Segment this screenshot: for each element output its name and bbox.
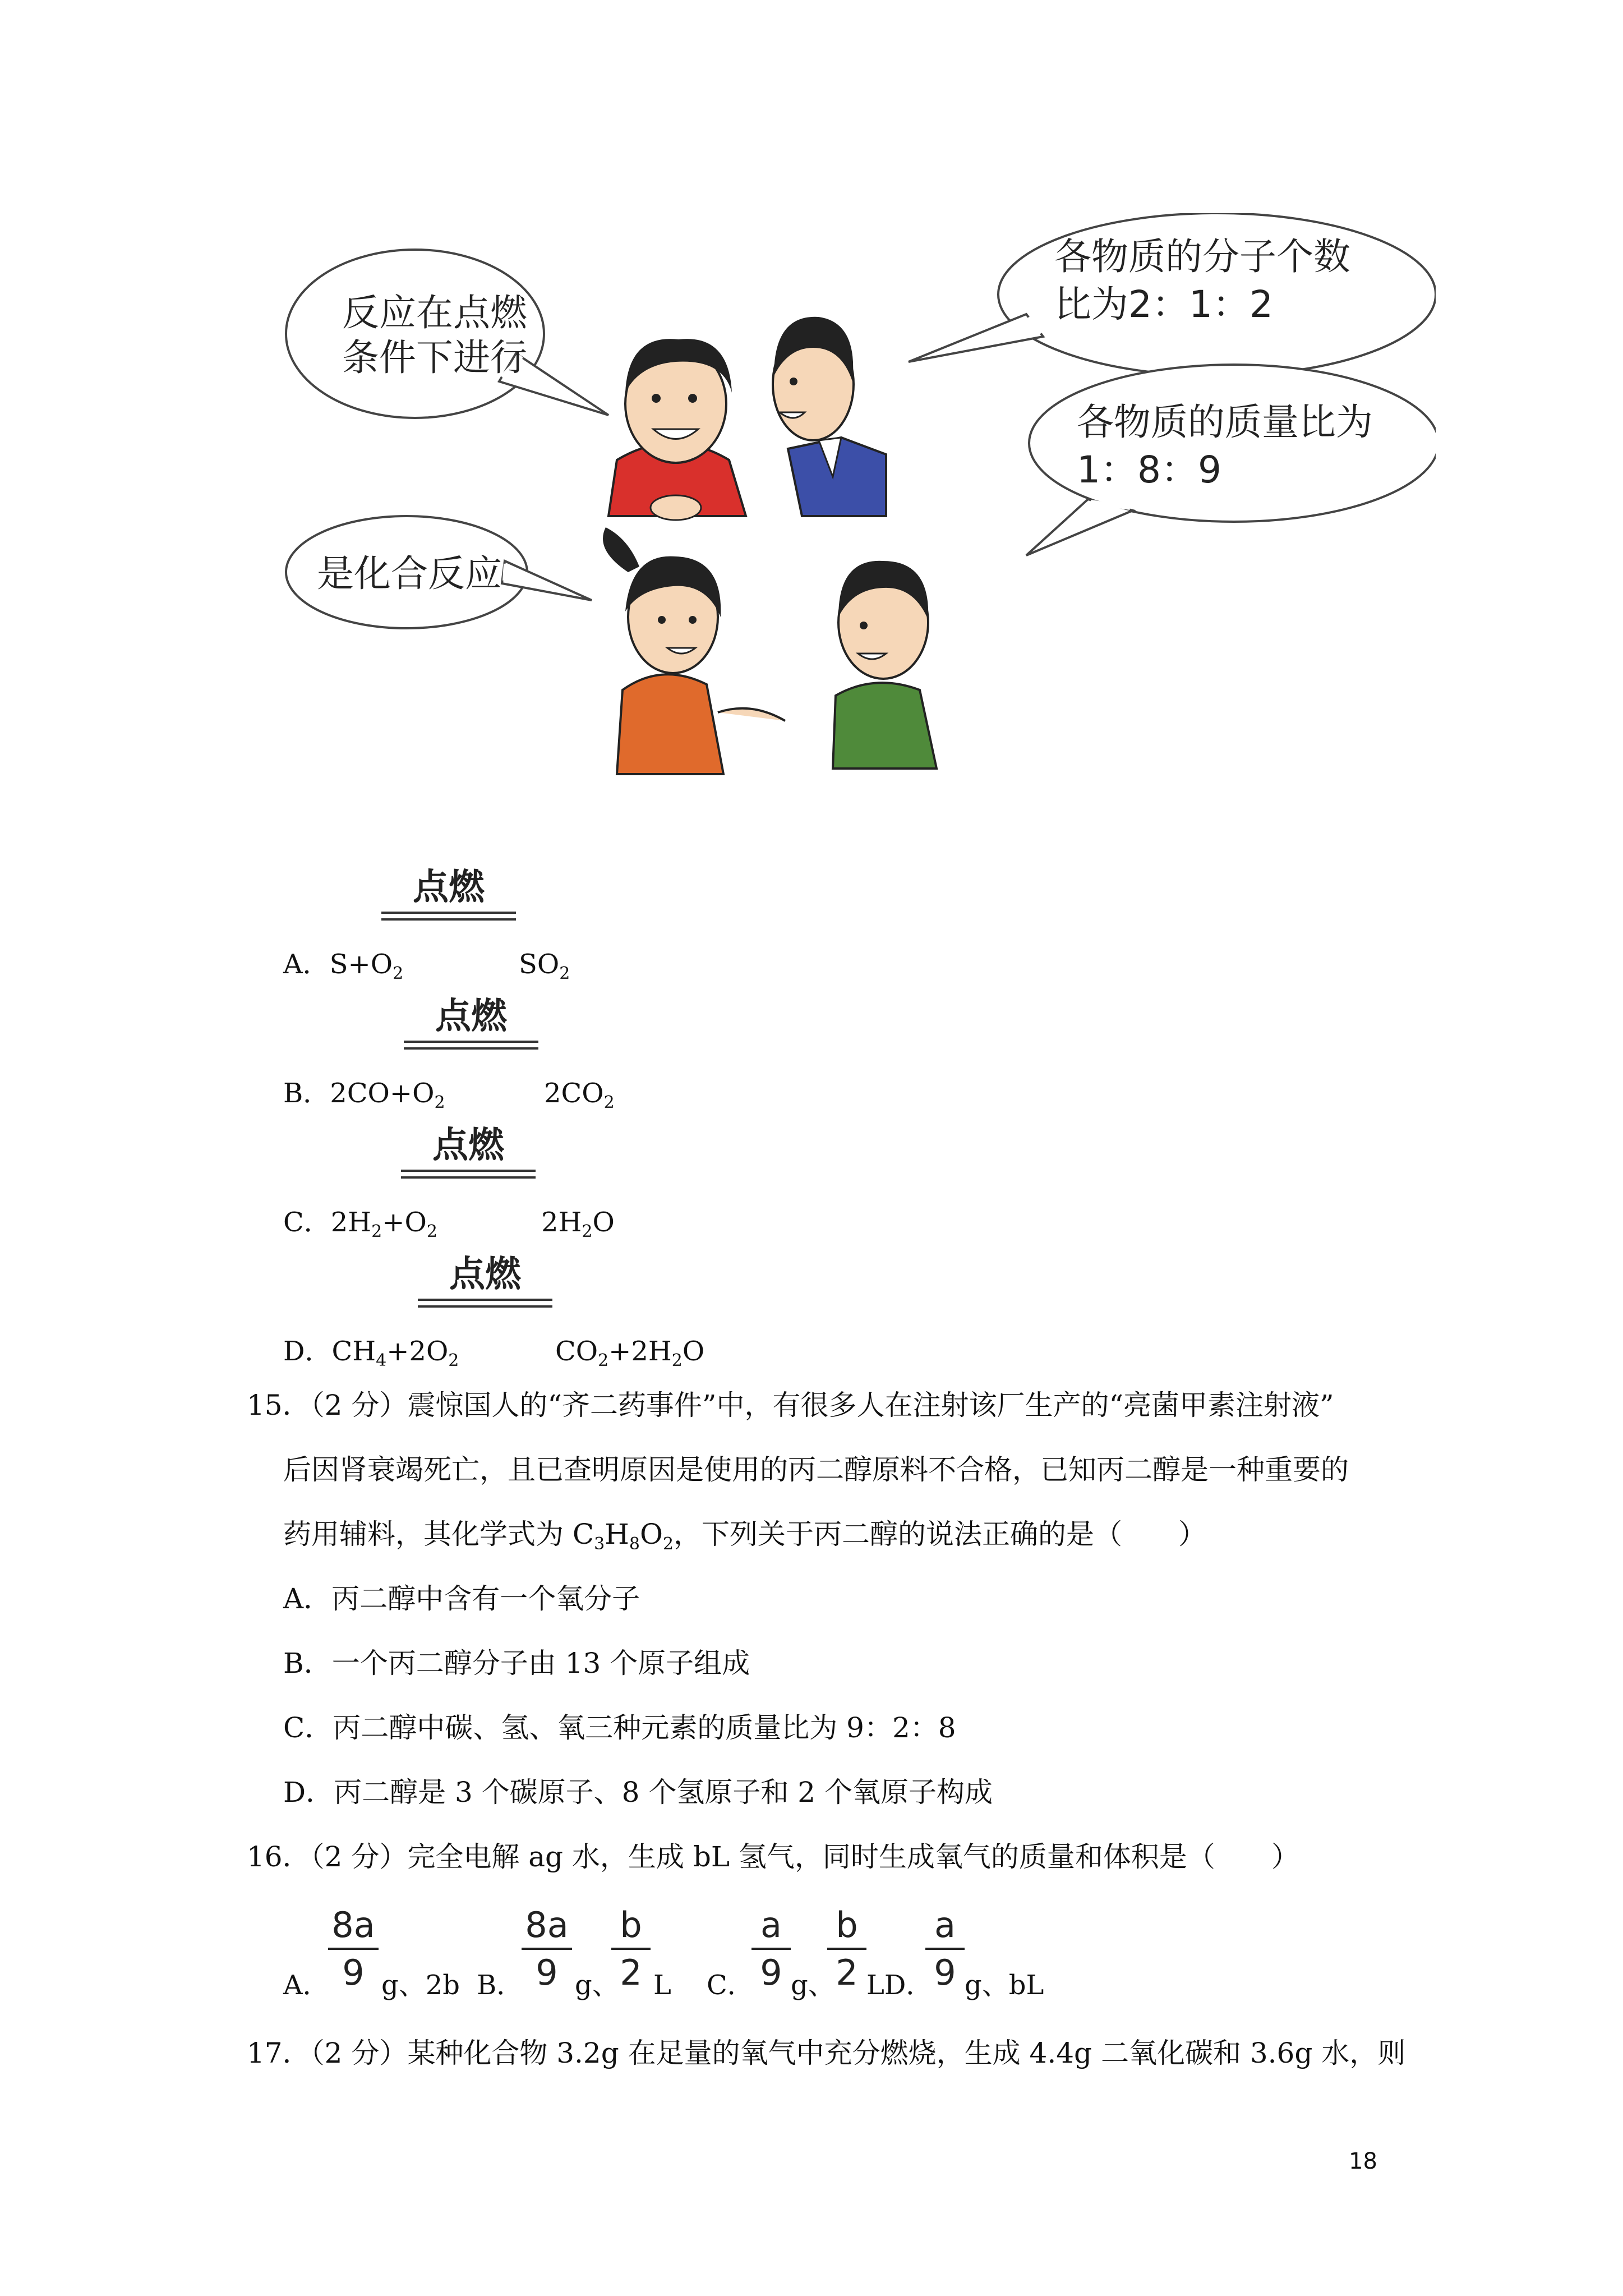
q16-option-d-text: g、bL: [965, 1970, 1044, 2001]
q16-option-c-text-2: LD．: [866, 1970, 933, 2001]
bubble-1-line-1: 反应在点燃: [342, 291, 527, 334]
speech-bubble-4: [286, 516, 592, 628]
option-14-a-product: $SO_2$: [519, 949, 570, 983]
q16-option-a-letter: A．: [283, 1970, 330, 2001]
boy-red-shirt-figure: [608, 339, 746, 520]
boy-green-shirt-figure: [833, 561, 937, 769]
q16-stem: 16．（2 分）完全电解 ag 水，生成 bL 氢气，同时生成氧气的质量和体积是（ ）: [247, 1841, 1299, 1873]
condition-label-a: 点燃: [413, 867, 485, 908]
bubble-3-line-1: 各物质的质量比为: [1077, 401, 1373, 444]
option-14-c: C．$2H_2+O_2$: [283, 1207, 437, 1241]
double-arrow-a: [381, 912, 516, 921]
q15-option-b: B．一个丙二醇分子由 13 个原子组成: [283, 1647, 750, 1680]
double-arrow-b: [404, 1041, 538, 1050]
bubble-1-line-2: 条件下进行: [342, 336, 527, 379]
girl-ponytail-figure: [603, 527, 785, 774]
q16-option-c-fraction-1: a 9: [751, 1904, 791, 1993]
man-blue-shirt-figure: [773, 317, 886, 516]
double-arrow-d: [418, 1299, 552, 1308]
q15-option-d: D．丙二醇是 3 个碳原子、8 个氢原子和 2 个氧原子构成: [283, 1776, 993, 1809]
bubble-4-line-1: 是化合反应: [317, 552, 502, 595]
q16-option-b-letter: B．: [477, 1970, 524, 2001]
bubble-2-line-2: 比为2：1：2: [1054, 283, 1273, 326]
q16-option-b-text-2: L: [653, 1970, 671, 2001]
q15-line-1: 15．（2 分）震惊国人的“齐二药事件”中，有很多人在注射该厂生产的“亮菌甲素注射液”: [247, 1389, 1334, 1421]
q16-option-c-letter: C．: [707, 1970, 754, 2001]
q16-option-b-fraction-2: b 2: [611, 1904, 651, 1993]
condition-label-d: 点燃: [449, 1254, 521, 1295]
option-14-c-product: $2H_2O$: [541, 1207, 615, 1241]
q15-option-a: A．丙二醇中含有一个氧分子: [283, 1582, 640, 1615]
option-14-d-product: $CO_2+2H_2O$: [555, 1336, 705, 1370]
condition-label-b: 点燃: [435, 996, 507, 1037]
q16-option-c-fraction-2: b 2: [827, 1904, 866, 1993]
speech-bubble-2: [909, 213, 1436, 376]
bubble-3-line-2: 1：8：9: [1077, 448, 1221, 491]
option-14-b-product: $2CO_2$: [544, 1078, 615, 1112]
q16-option-b-fraction-1: 8a 9: [522, 1904, 572, 1993]
double-arrow-c: [401, 1170, 536, 1179]
q16-option-d-fraction: a 9: [925, 1904, 965, 1993]
bubble-2-line-1: 各物质的分子个数: [1054, 235, 1350, 278]
page-number: 18: [1349, 2148, 1377, 2174]
q15-line-3: 药用辅料，其化学式为 $C_3H_8O_2$，下列关于丙二醇的说法正确的是（ ）: [283, 1518, 1207, 1554]
speech-bubble-1: [286, 250, 608, 418]
q16-option-a-text: g、2b: [381, 1970, 460, 2001]
q17-stem: 17．（2 分）某种化合物 3.2g 在足量的氧气中充分燃烧，生成 4.4g 二氧化碳和 3.6g 水，则: [247, 2037, 1406, 2069]
speech-bubble-3: [1026, 365, 1436, 555]
q15-option-c: C．丙二醇中碳、氢、氧三种元素的质量比为 9：2：8: [283, 1711, 956, 1744]
q16-option-a-fraction: 8a 9: [328, 1904, 379, 1993]
q16-option-b-text-1: g、: [575, 1970, 619, 2001]
q15-line-2: 后因肾衰竭死亡，且已查明原因是使用的丙二醇原料不合格，已知丙二醇是一种重要的: [283, 1453, 1349, 1486]
option-14-b: B．$2CO+O_2$: [283, 1078, 445, 1112]
q16-option-c-text-1: g、: [791, 1970, 835, 2001]
option-14-d: D．$CH_4+2O_2$: [283, 1336, 459, 1370]
option-14-a: A．$S+O_2$: [283, 949, 404, 983]
illustration: [280, 213, 1436, 802]
condition-label-c: 点燃: [432, 1125, 504, 1166]
